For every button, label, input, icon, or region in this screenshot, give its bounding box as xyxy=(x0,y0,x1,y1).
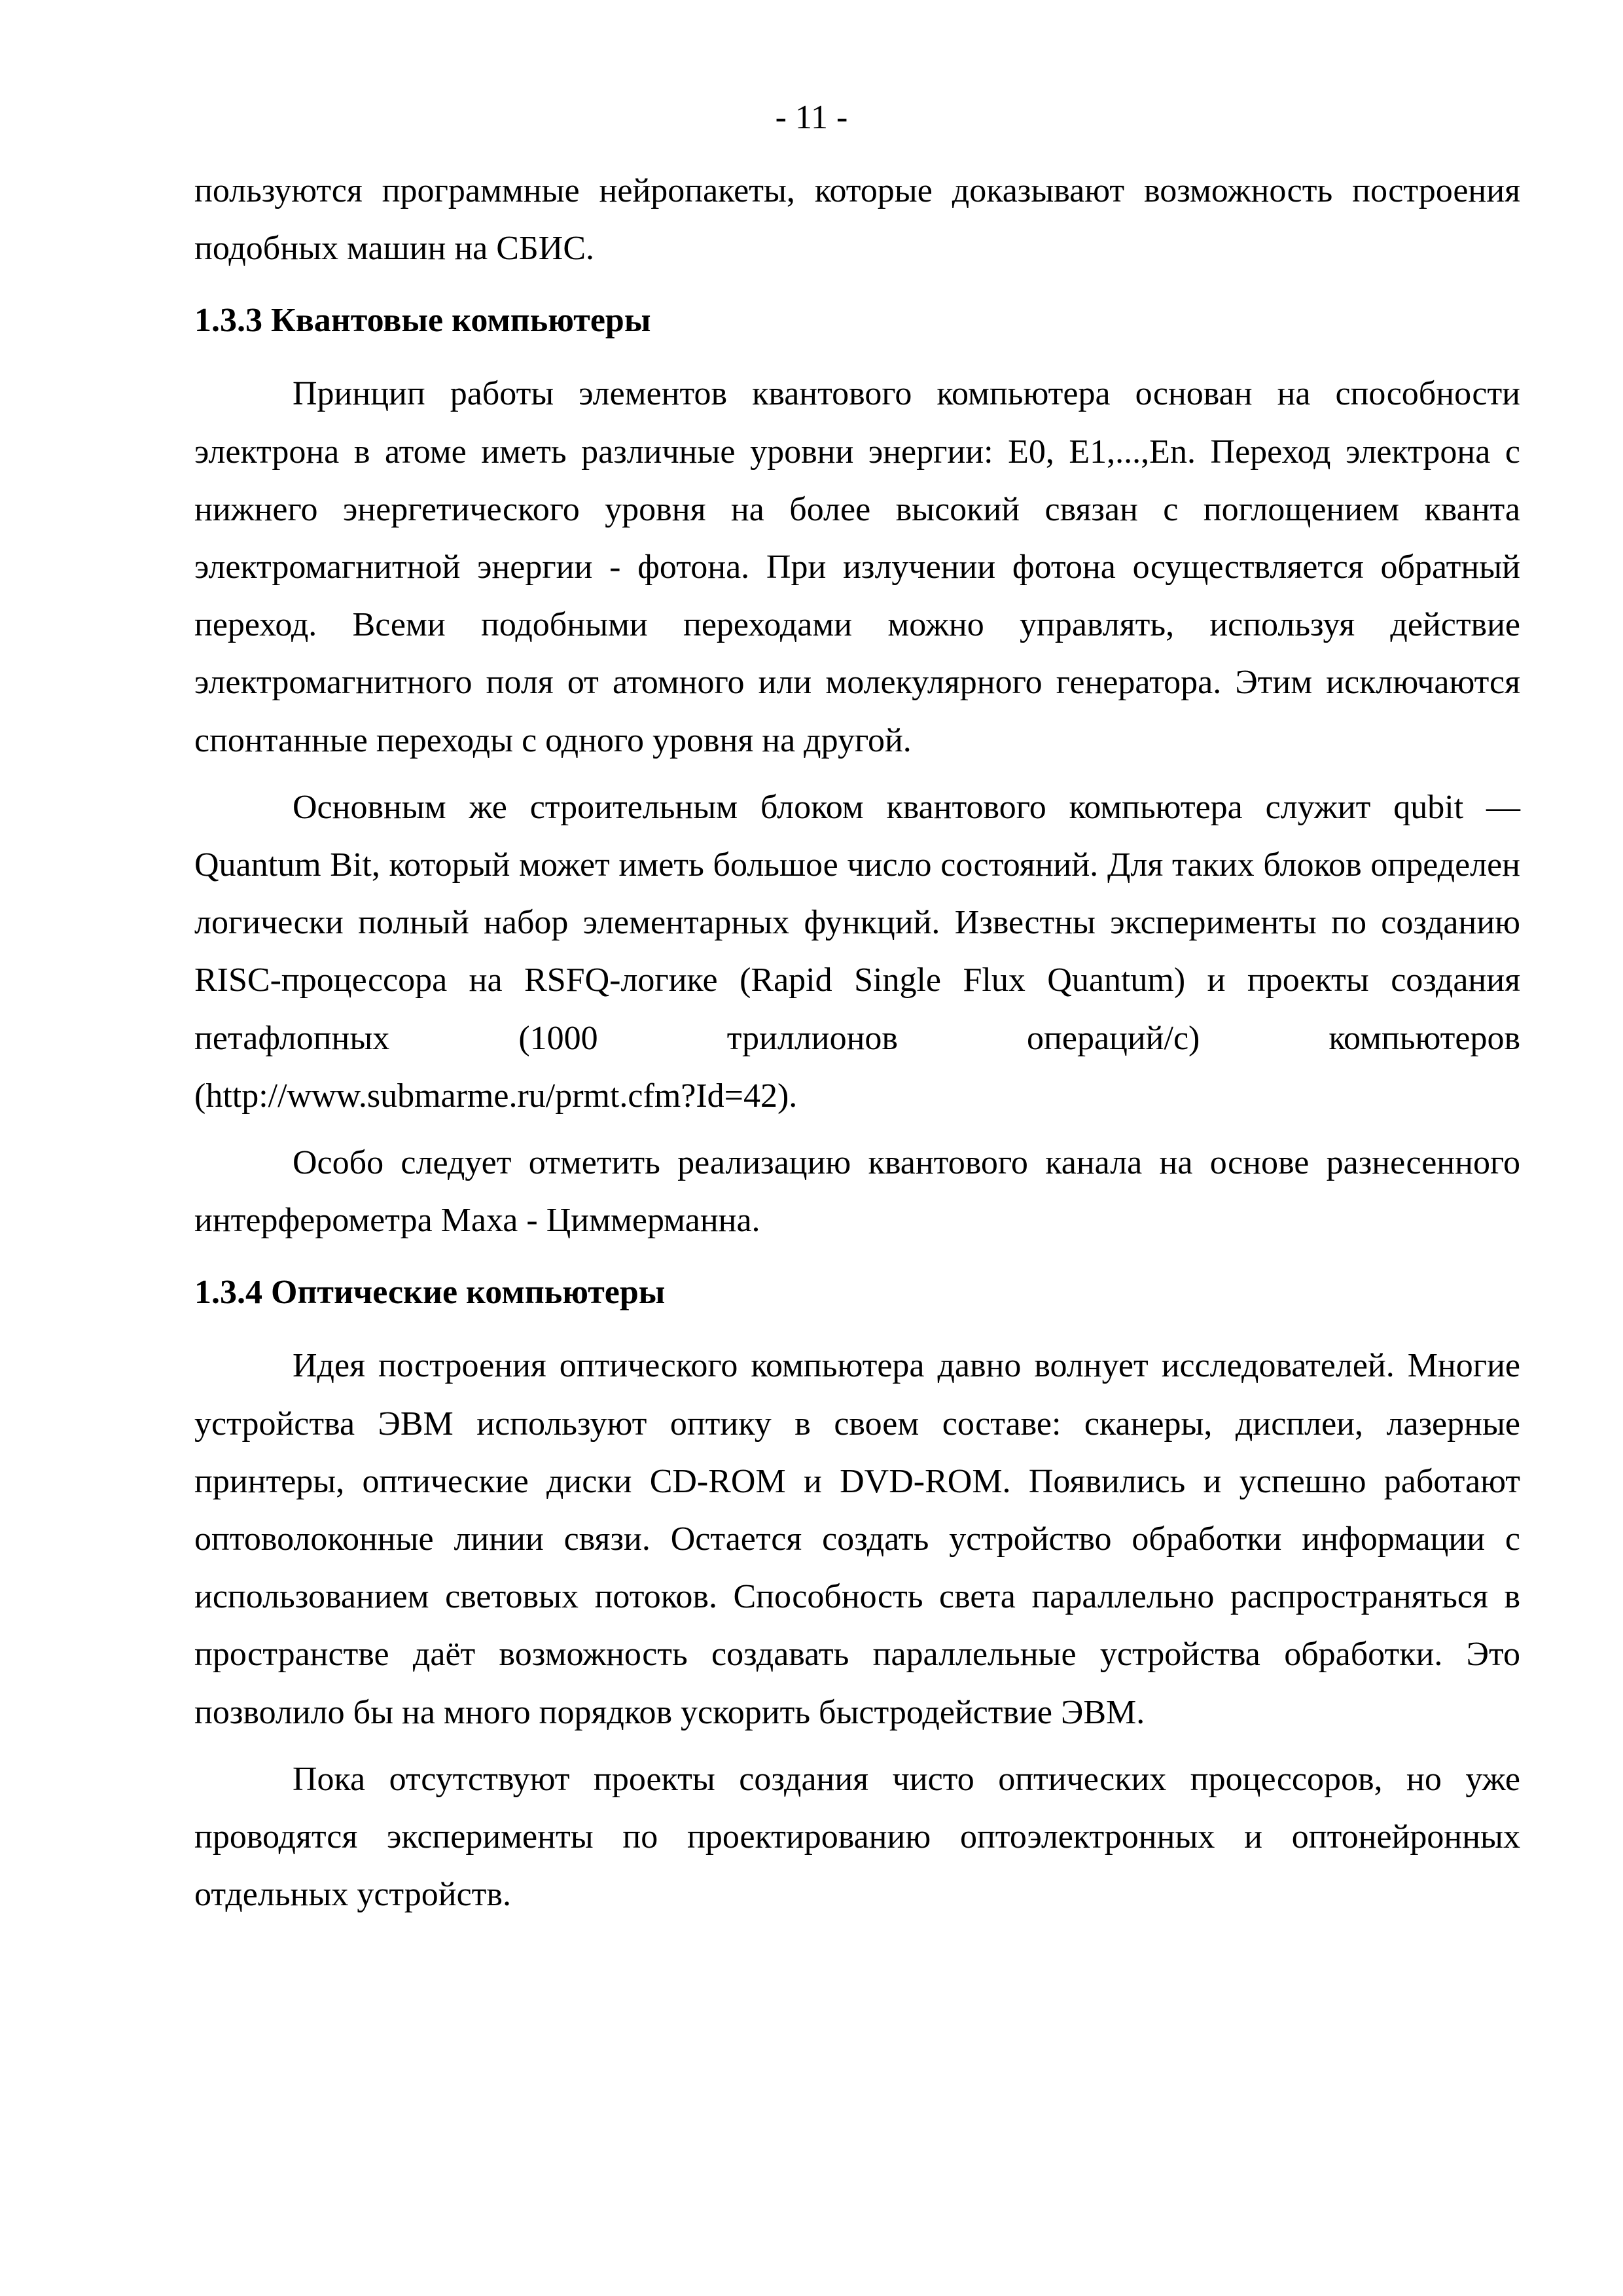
paragraph-quantum-2: Основным же строительным блоком квантового компьютера служит qubit — Quantum Bit, который может иметь большое число состояний. Для таких блоков определен логически полный набор элементарных функций. Известны эксперименты по созданию RISC-процессора на RSFQ-логике (Rapid Single Flux Quantum) и проекты создания петафлопных (1000 триллионов операций/с) компьютеров (http://www.submarme.ru/prmt.cfm?Id=42). xyxy=(194,788,1520,1115)
paragraph-optical-1: Идея построения оптического компьютера давно волнует исследователей. Многие устройства ЭВМ используют оптику в своем составе: сканеры, дисплеи, лазерные принтеры, оптические диски CD-ROM и DVD-ROM. Появились и успешно работают оптоволоконные линии связи. Остается создать устройство обработки информации с использованием световых потоков. Способность света параллельно распространяться в пространстве даёт возможность создавать параллельные устройства обработки. Это позволило бы на много порядков ускорить быстродействие ЭВМ. xyxy=(194,1347,1520,1731)
heading-quantum-computers: 1.3.3 Квантовые компьютеры xyxy=(194,302,651,340)
paragraph-quantum-1: Принцип работы элементов квантового компьютера основан на способности электрона в атоме иметь различные уровни энергии: E0, E1,...,En. Переход электрона с нижнего энергетического уровня на более высокий связан с поглощением кванта электромагнитной энергии - фотона. При излучении фотона осуществляется обратный переход. Всеми подобными переходами можно управлять, используя действие электромагнитного поля от атомного или молекулярного генератора. Этим исключаются спонтанные переходы с одного уровня на другой. xyxy=(194,375,1520,759)
heading-optical-computers: 1.3.4 Оптические компьютеры xyxy=(194,1274,666,1312)
paragraph-optical-2: Пока отсутствуют проекты создания чисто оптических процессоров, но уже проводятся эксперименты по проектированию оптоэлектронных и оптонейронных отдельных устройств. xyxy=(194,1760,1520,1914)
paragraph-intro-continued: пользуются программные нейропакеты, которые доказывают возможность построения подобных машин на СБИС. xyxy=(194,172,1520,268)
page-number: - 11 - xyxy=(775,99,848,136)
page-content xyxy=(194,162,1520,1924)
paragraph-quantum-3: Особо следует отметить реализацию квантового канала на основе разнесенного интерферометра Маха - Циммерманна. xyxy=(194,1144,1520,1240)
